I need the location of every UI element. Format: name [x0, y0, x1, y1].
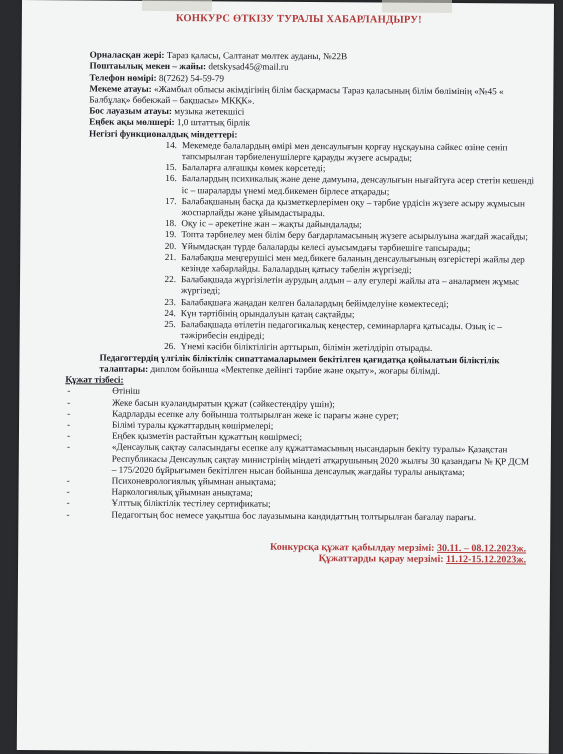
email-label: Поштаылық мекен – жайы: [89, 60, 207, 72]
deadline-submission-label: Конкурсқа құжат қабылдау мерзімі: [269, 541, 435, 554]
vacancy-value: музыка жетекшісі [174, 106, 245, 117]
duty-number: 24. [164, 307, 176, 318]
docs-title: Құжат тізбесі: [65, 374, 124, 385]
duty-text: Балабақшада өтілетін педагогикалық кеңестер, семинарларға қатысады. Озық іс – тәжірибесін ендіреді; [180, 319, 503, 341]
duty-text: Мекемеде балалардың өмірі мен денсаулығын қорғау нұсқауына сәйкес өзіне сеніп тапсырылған тәрбиеленушілерге қарауды жүзеге асырады; [181, 139, 508, 163]
doc-text: «Денсаулық сақтау саласындағы есепке алу құжаттамасының нысандарын бекіту туралы» Қазақстан Республикасы Денсаулық сақтау министрінің міндеті атқарушының 2020 жылғы 30 қазандағы № ҚР ДСМ – 175/2020 бұйрығымен бекітілген нысан бойынша денсаулық жағдайы туралы анықтама; [111, 441, 530, 477]
duty-number: 21. [164, 251, 177, 262]
duty-item [88, 274, 536, 300]
duties-title: Негізгі функционалдық міндеттері: [89, 128, 238, 140]
list-dash: - [67, 385, 71, 396]
deadline-review-value: 11.12-15.12.2023ж. [446, 553, 527, 566]
document-content [65, 12, 538, 566]
list-dash: - [66, 441, 70, 452]
org-label: Мекеме атауы: [89, 83, 152, 94]
duty-number: 18. [164, 218, 177, 229]
salary-label: Еңбек ақы мөлшері: [89, 116, 175, 128]
duty-item [88, 319, 536, 345]
duty-text: Топта тәрбиелеу мен білім беру бағдарламасының жүзеге асырылуына жағдай жасайды; [181, 229, 528, 242]
duty-item [89, 173, 537, 199]
deadline-review-label: Құжаттарды қарау мерзімі: [318, 553, 444, 565]
duty-text: Балабақшаның басқа да қызметкерлерімен оқу – тәрбие үрдісін жүзеге асыру жұмысын жоспарлайды және ұйымдастырады. [181, 195, 525, 219]
doc-text: Жеке басын куәландыратын құжат (сәйкестендіру үшін); [112, 397, 335, 409]
doc-text: Еңбек қызметін растайтын құжаттың көшірмесі; [111, 430, 303, 443]
duty-text: Ұйымдасқан түрде балаларды келесі ауысымдағы тәрбиешіге тапсырады; [181, 240, 471, 253]
duty-text: Балаларға алғашқы көмек көрсетеді; [181, 162, 326, 174]
duty-number: 14. [165, 139, 178, 150]
duty-number: 23. [164, 296, 176, 307]
document-title: КОНКУРС ӨТКІЗУ ТУРАЛЫ ХАБАРЛАНДЫРУ! [175, 13, 422, 26]
duty-item [88, 195, 536, 221]
salary-value: 1,0 штаттық бірлік [176, 117, 251, 129]
location-value: Тараз қаласы, Салтанат мөлтек ауданы, №22В [166, 50, 348, 62]
doc-text: Ұлттық біліктілік тестілеу сертификаты; [111, 497, 271, 510]
doc-text: Педагогтың бос немесе уақытша бос лауазымына кандидаттың толтырылған бағалау парағы. [111, 509, 477, 522]
duty-number: 15. [165, 162, 177, 173]
duty-number: 16. [165, 173, 177, 184]
org-value: «Жамбыл облысы әкімдігінің білім басқармасы Тараз қаласының білім бөлімінің «№45 « Балбұлақ» бөбекжай – бақшасы» МКҚК». [89, 83, 504, 106]
requirements-row [87, 352, 535, 378]
duty-item [89, 139, 537, 165]
doc-text: Өтініш [112, 385, 141, 397]
list-dash: - [66, 497, 70, 508]
doc-text: Кадрларды есепке алу бойынша толтырылған жеке іс парағы және сурет; [112, 408, 399, 421]
duty-text: Үнемі кәсіби біліктілігін арттырып, білімін жетілдіріп отырады. [180, 341, 433, 354]
phone-label: Телефон нөмірі: [89, 72, 157, 83]
duty-number: 20. [164, 240, 177, 251]
email-value[interactable]: detskysad45@mail.ru [208, 61, 289, 73]
list-dash: - [66, 486, 70, 497]
location-label: Орналасқан жері: [89, 49, 165, 61]
docs-list [66, 385, 535, 524]
tape-strip [142, 0, 212, 11]
duty-number: 19. [164, 229, 177, 240]
list-dash: - [66, 475, 70, 486]
doc-text: Психоневрологиялық ұйымнан анықтама; [111, 475, 277, 487]
deadline-review [86, 551, 534, 565]
duty-item [88, 251, 536, 277]
tape-strip [382, 0, 452, 13]
duty-text: Балабақша меңгерушісі мен мед.бикеге баланың денсаулығының өзгерістері жайлы дер кезінде хабарлайды. Балалардың қатысу табелін жүргізеді; [181, 251, 525, 275]
list-dash: - [67, 408, 71, 419]
list-dash: - [66, 508, 70, 519]
vacancy-label: Бос лауазым атауы: [89, 105, 173, 117]
duties-list [88, 139, 537, 355]
duty-number: 25. [164, 319, 176, 330]
requirements-label: Педагогтердің үлгілік біліктілік сипаттамаларымен бекітілген қағидатқа қойылатын біліктілік талаптары: [99, 352, 500, 374]
org-row [89, 83, 537, 109]
duty-number: 17. [165, 195, 177, 206]
requirements-value: диплом бойынша «Мектепке дейінгі тәрбие және оқыту», жоғары білімді. [150, 363, 441, 376]
list-dash: - [67, 396, 71, 407]
duty-text: Балабақшаға жаңадан келген балалардың бейімделуіне көмектеседі; [180, 296, 449, 309]
duty-number: 22. [164, 274, 177, 285]
doc-text: Білімі туралы құжаттардың көшірмелері; [112, 419, 274, 431]
list-dash: - [67, 419, 71, 430]
doc-text: Наркологиялық ұйымнан анықтама; [111, 486, 253, 498]
doc-item [65, 442, 535, 479]
duty-text: Күн тәртібінің орындалуын қатаң сақтайды; [180, 307, 355, 320]
phone-value: 8(7262) 54-59-79 [158, 72, 225, 84]
duty-number: 26. [164, 341, 176, 352]
document-sheet [17, 0, 554, 754]
list-dash: - [66, 430, 71, 441]
deadline-submission-value: 30.11. – 08.12.2023ж. [436, 542, 527, 555]
duty-text: Оқу іс – әрекетіне жан – жақты дайындалады; [181, 218, 362, 230]
duty-text: Балалардың психикалық және дене дамуына, денсаулығын нығайтуға әсер стетін кешенді іс – шараларды үнемі мед.бикемен бірлесе атқарады; [181, 173, 535, 197]
duty-text: Балабақшада жүргізілетін аурудың алдын – алу егулері жайлы ата – аналармен жұмыс жүргізеді; [180, 274, 520, 296]
